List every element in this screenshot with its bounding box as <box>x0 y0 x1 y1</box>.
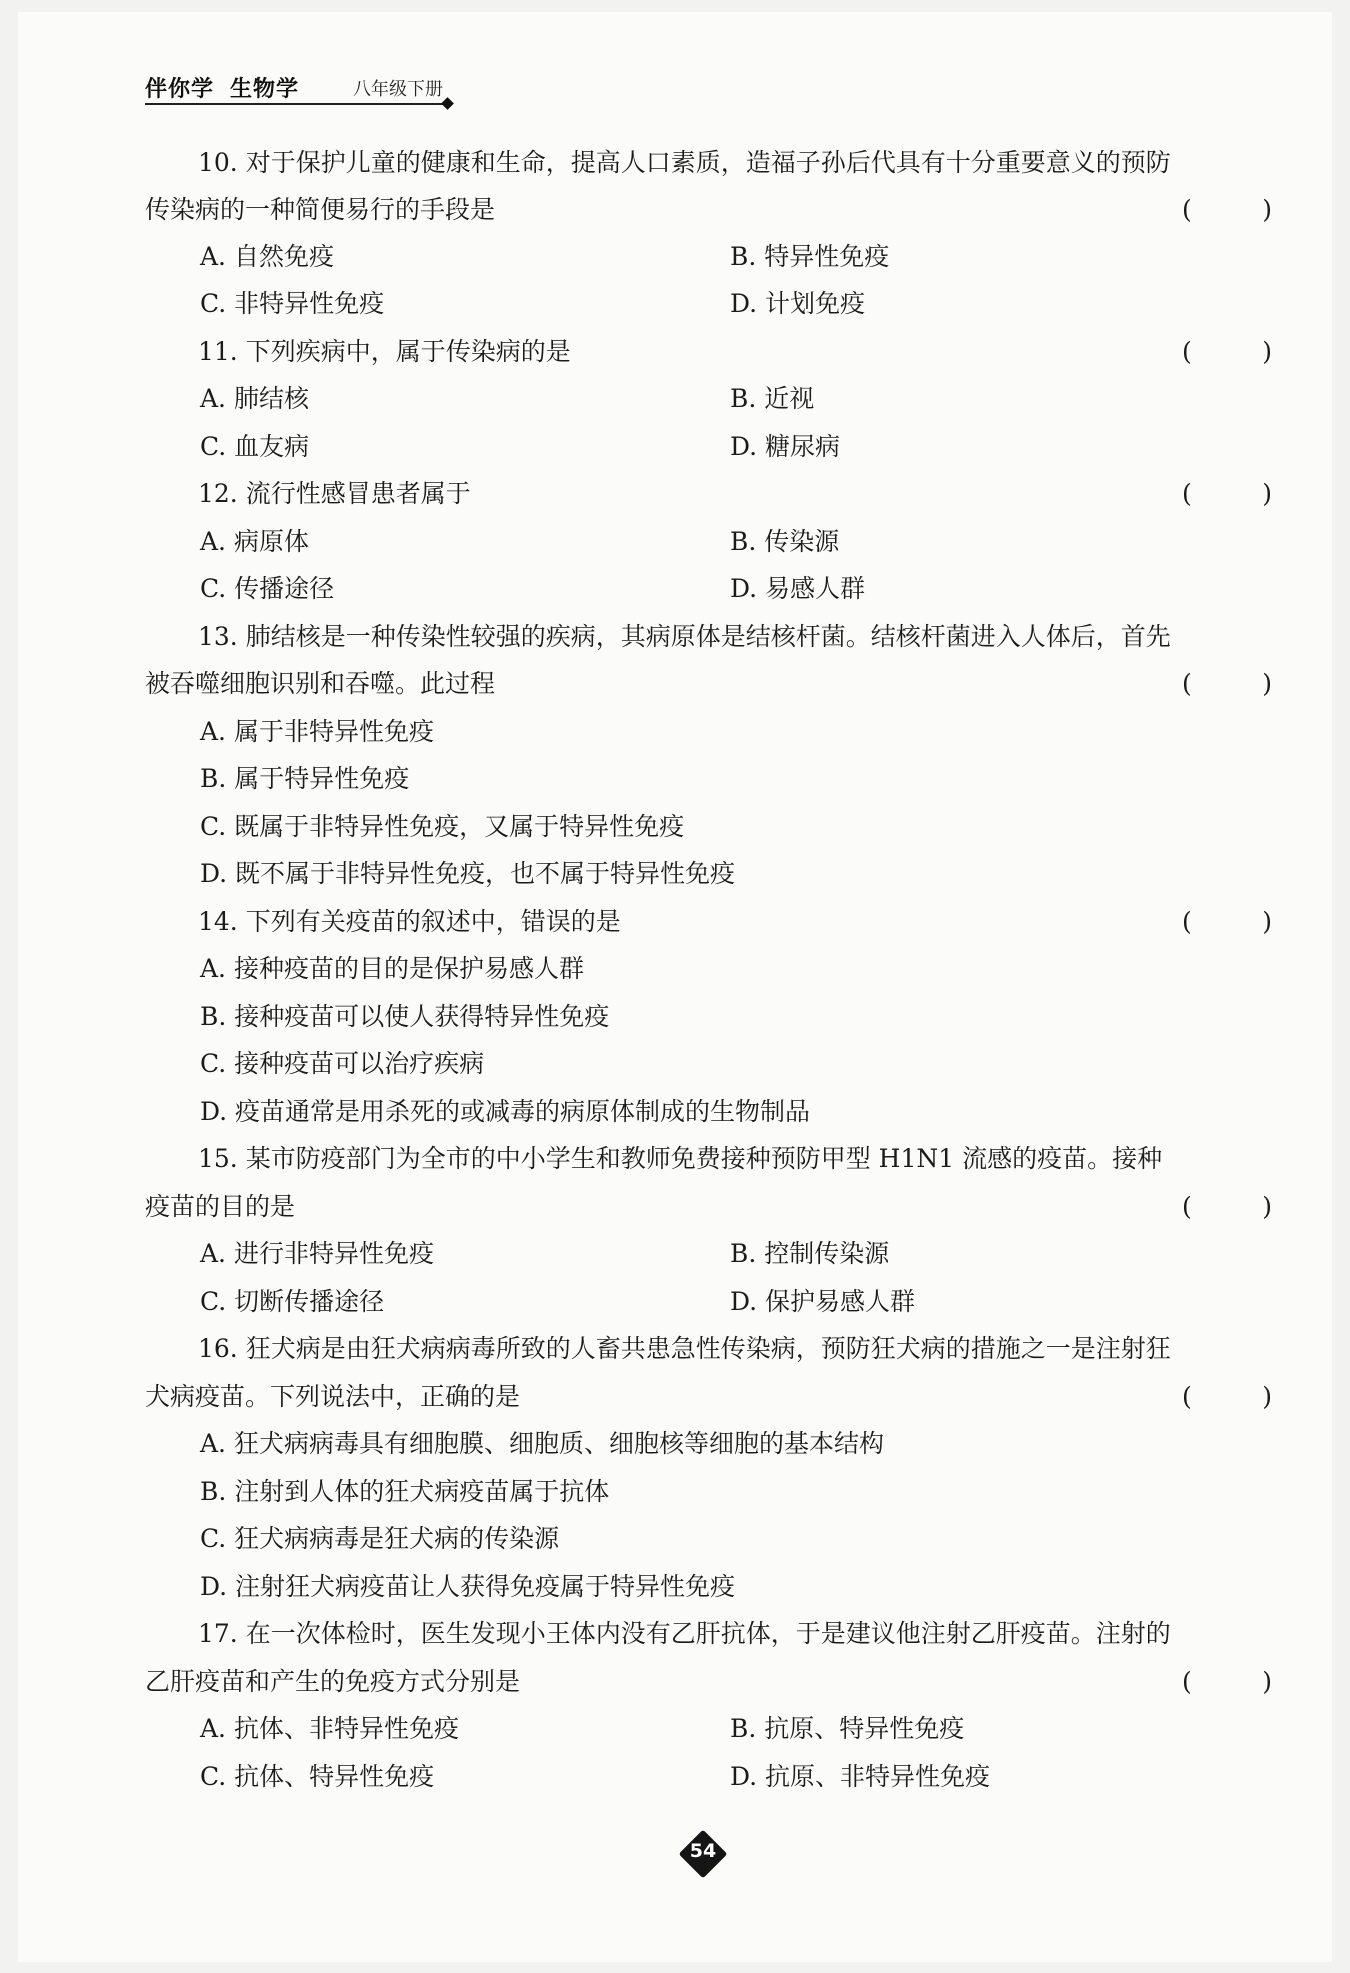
q14-option-d: D. 疫苗通常是用杀死的或减毒的病原体制成的生物制品 <box>200 1097 811 1126</box>
q16-option-b: B. 注射到人体的狂犬病疫苗属于抗体 <box>200 1477 610 1506</box>
page-number <box>669 1830 737 1878</box>
q14-stem-line1: 14. 下列有关疫苗的叙述中，错误的是 <box>198 907 621 936</box>
q12-answer-bracket: ( ) <box>1182 479 1272 508</box>
q10-option-a: A. 自然免疫 <box>200 242 334 271</box>
q15-stem-line1: 15. 某市防疫部门为全市的中小学生和教师免费接种预防甲型 H1N1 流感的疫苗。接种 <box>198 1144 1163 1173</box>
q17-stem-line2: 乙肝疫苗和产生的免疫方式分别是 <box>145 1667 521 1696</box>
q17-option-d: D. 抗原、非特异性免疫 <box>730 1762 991 1791</box>
q13-answer-bracket: ( ) <box>1182 669 1272 698</box>
q10-stem-line1: 10. 对于保护儿童的健康和生命，提高人口素质，造福子孙后代具有十分重要意义的预防 <box>198 148 1171 177</box>
q10-option-d: D. 计划免疫 <box>730 289 866 318</box>
q16-option-a: A. 狂犬病病毒具有细胞膜、细胞质、细胞核等细胞的基本结构 <box>200 1429 884 1458</box>
diamond-icon <box>441 97 454 110</box>
q16-answer-bracket: ( ) <box>1182 1382 1272 1411</box>
q17-answer-bracket: ( ) <box>1182 1667 1272 1696</box>
q17-option-c: C. 抗体、特异性免疫 <box>200 1762 435 1791</box>
q15-answer-bracket: ( ) <box>1182 1192 1272 1221</box>
header-brand <box>145 72 315 103</box>
q11-stem-line1: 11. 下列疾病中，属于传染病的是 <box>198 337 571 366</box>
brand-subject: 生物学 <box>230 77 300 102</box>
q11-option-b: B. 近视 <box>730 384 815 413</box>
q14-option-b: B. 接种疫苗可以使人获得特异性免疫 <box>200 1002 610 1031</box>
q13-stem-line1: 13. 肺结核是一种传染性较强的疾病，其病原体是结核杆菌。结核杆菌进入人体后，首先 <box>198 622 1171 651</box>
q11-option-a: A. 肺结核 <box>200 384 309 413</box>
q16-option-d: D. 注射狂犬病疫苗让人获得免疫属于特异性免疫 <box>200 1572 736 1601</box>
page-header <box>145 72 457 112</box>
q12-option-a: A. 病原体 <box>200 527 309 556</box>
q15-option-d: D. 保护易感人群 <box>730 1287 916 1316</box>
q12-option-c: C. 传播途径 <box>200 574 335 603</box>
q10-option-b: B. 特异性免疫 <box>730 242 890 271</box>
q11-option-d: D. 糖尿病 <box>730 432 841 461</box>
q17-option-a: A. 抗体、非特异性免疫 <box>200 1714 459 1743</box>
q14-option-c: C. 接种疫苗可以治疗疾病 <box>200 1049 485 1078</box>
q13-option-b: B. 属于特异性免疫 <box>200 764 410 793</box>
header-rule <box>145 103 447 105</box>
q15-option-a: A. 进行非特异性免疫 <box>200 1239 434 1268</box>
q11-answer-bracket: ( ) <box>1182 337 1272 366</box>
q10-answer-bracket: ( ) <box>1182 195 1272 224</box>
q12-stem-line1: 12. 流行性感冒患者属于 <box>198 479 471 508</box>
q12-option-b: B. 传染源 <box>730 527 840 556</box>
page-number-text: 54 <box>689 1840 717 1862</box>
q14-option-a: A. 接种疫苗的目的是保护易感人群 <box>200 954 584 983</box>
q12-option-d: D. 易感人群 <box>730 574 866 603</box>
q13-option-c: C. 既属于非特异性免疫，又属于特异性免疫 <box>200 812 685 841</box>
q16-stem-line1: 16. 狂犬病是由狂犬病病毒所致的人畜共患急性传染病，预防狂犬病的措施之一是注射狂 <box>198 1334 1171 1363</box>
q10-stem-line2: 传染病的一种简便易行的手段是 <box>145 195 496 224</box>
q10-option-c: C. 非特异性免疫 <box>200 289 385 318</box>
q13-stem-line2: 被吞噬细胞识别和吞噬。此过程 <box>145 669 496 698</box>
q15-option-c: C. 切断传播途径 <box>200 1287 385 1316</box>
q15-stem-line2: 疫苗的目的是 <box>145 1192 296 1221</box>
q14-answer-bracket: ( ) <box>1182 907 1272 936</box>
q16-stem-line2: 犬病疫苗。下列说法中，正确的是 <box>145 1382 521 1411</box>
q17-option-b: B. 抗原、特异性免疫 <box>730 1714 965 1743</box>
q15-option-b: B. 控制传染源 <box>730 1239 890 1268</box>
q17-stem-line1: 17. 在一次体检时，医生发现小王体内没有乙肝抗体，于是建议他注射乙肝疫苗。注射的 <box>198 1619 1171 1648</box>
q16-option-c: C. 狂犬病病毒是狂犬病的传染源 <box>200 1524 560 1553</box>
q13-option-a: A. 属于非特异性免疫 <box>200 717 434 746</box>
q13-option-d: D. 既不属于非特异性免疫，也不属于特异性免疫 <box>200 859 736 888</box>
brand-series: 伴你学 <box>145 77 215 102</box>
q11-option-c: C. 血友病 <box>200 432 310 461</box>
header-grade: 八年级下册 <box>353 79 443 100</box>
